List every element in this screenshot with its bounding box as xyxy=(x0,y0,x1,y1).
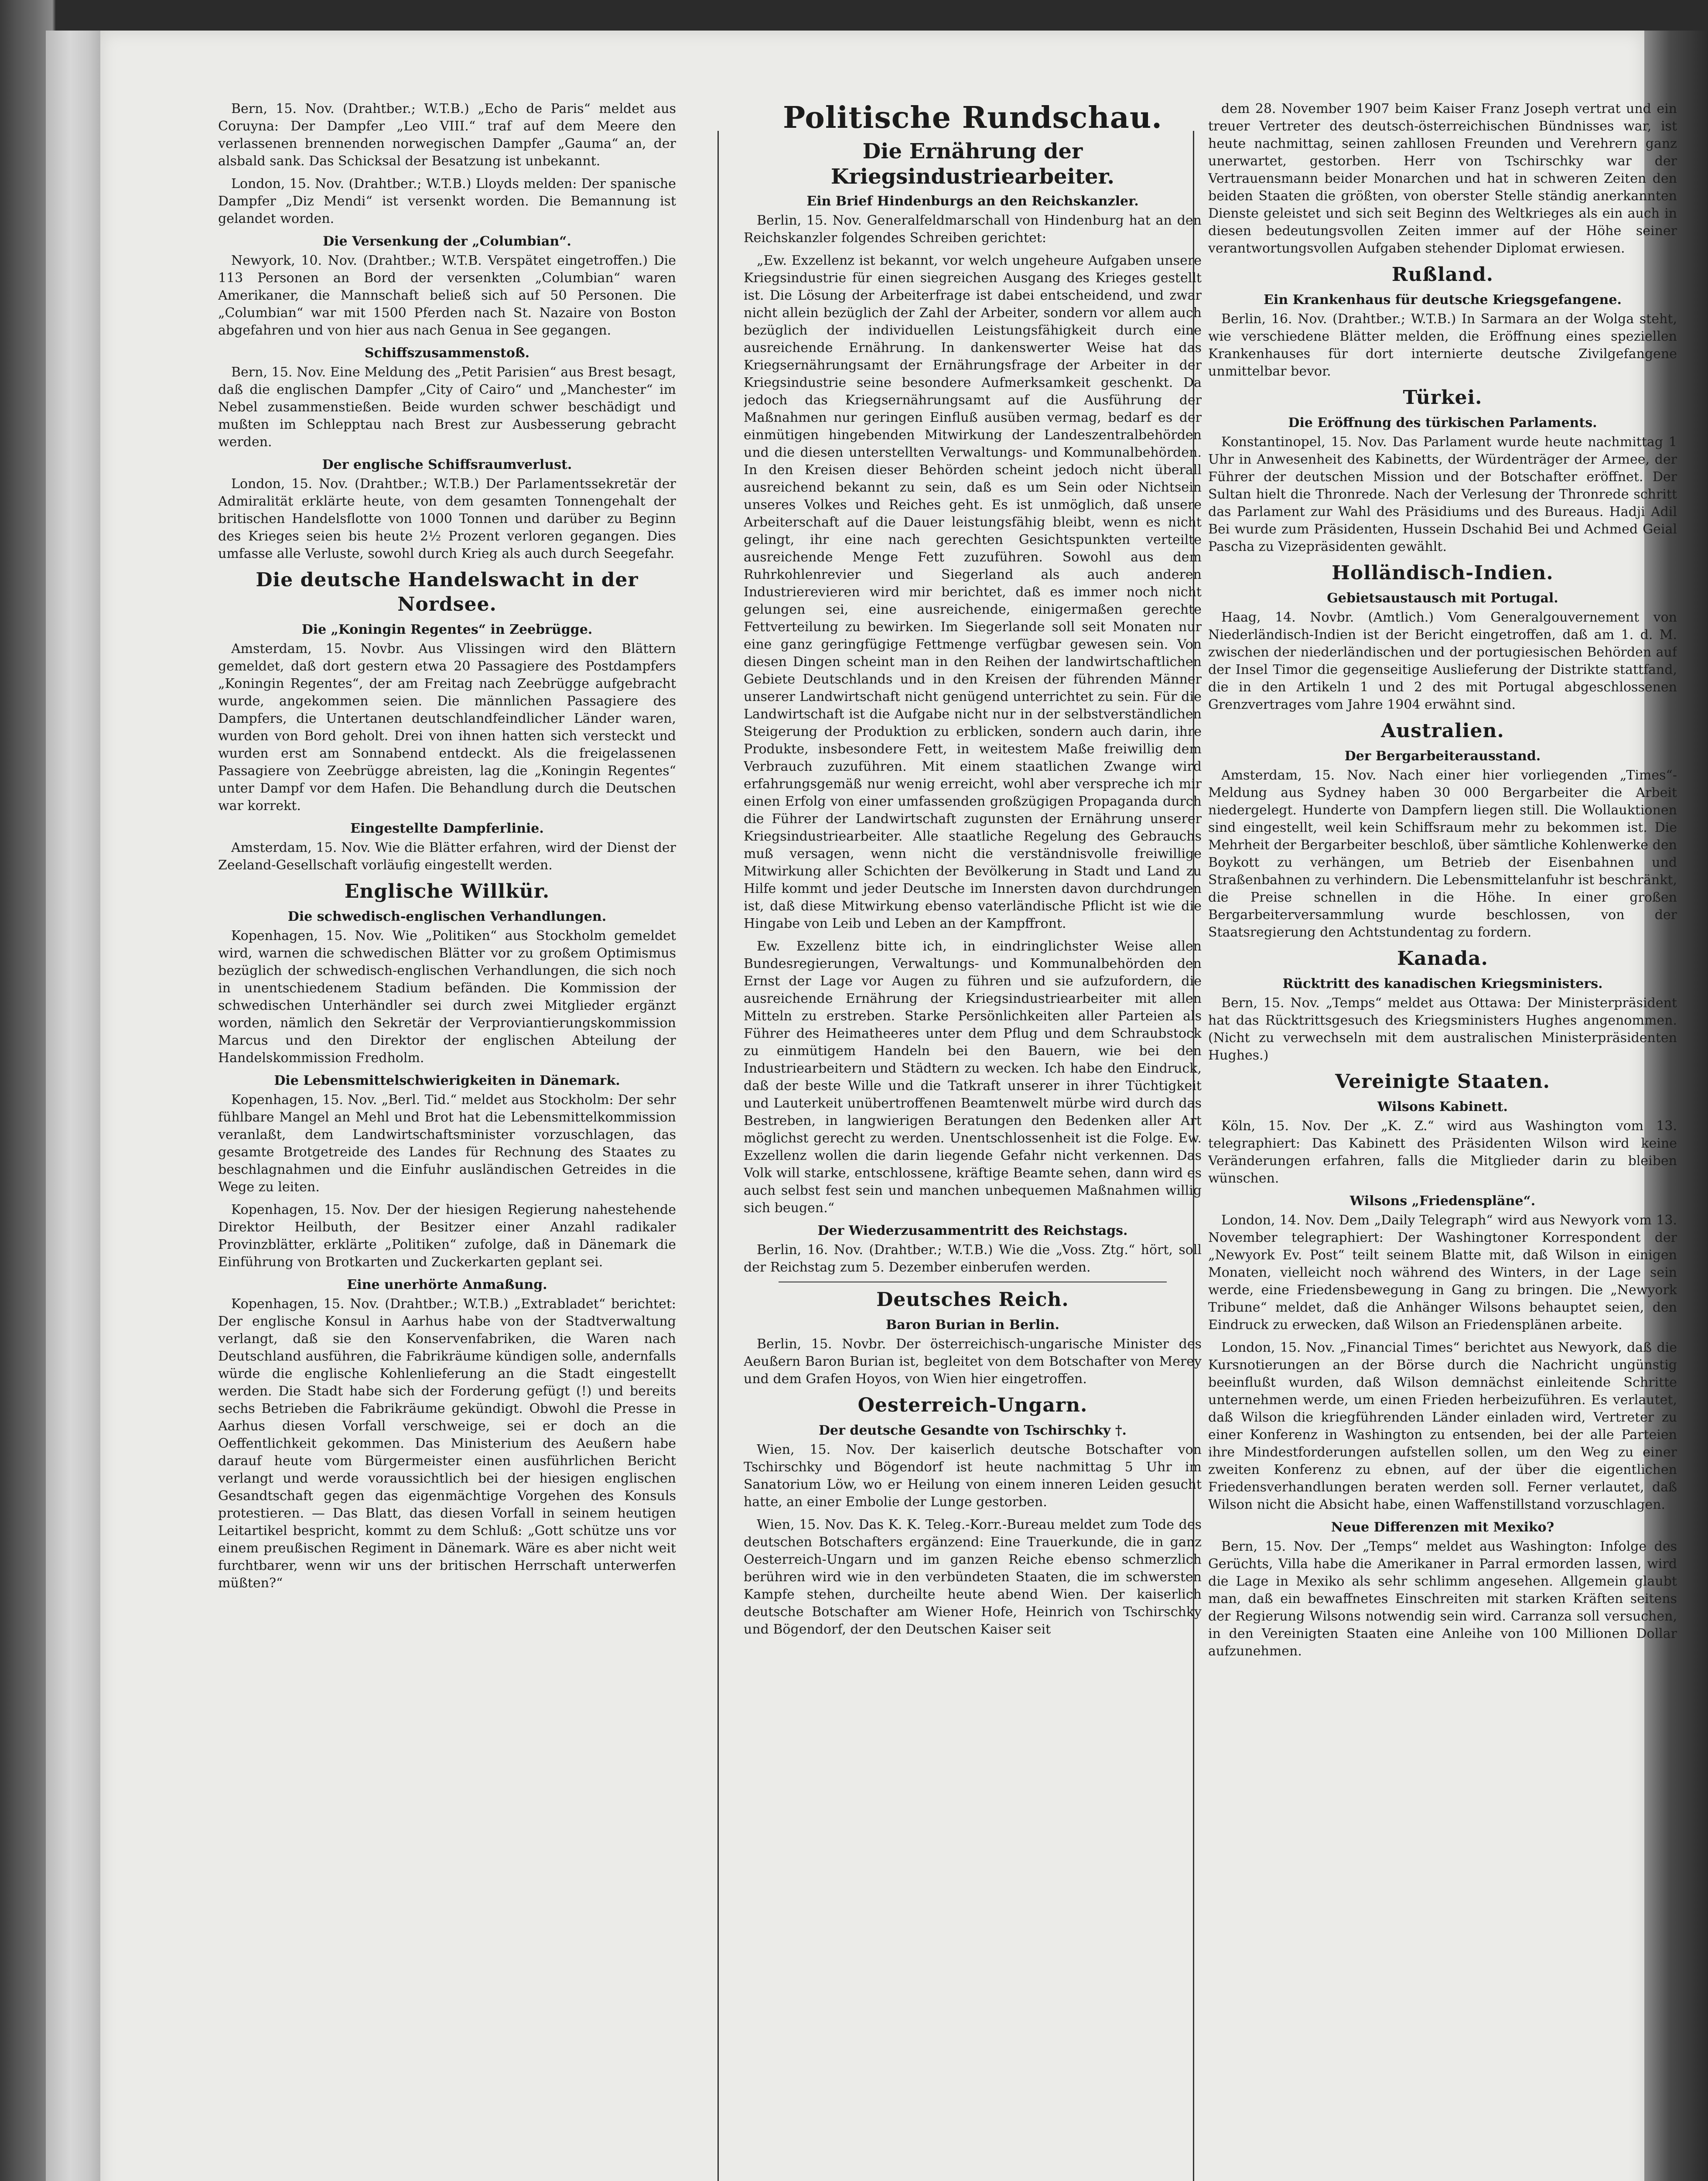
article-headline: Neue Differenzen mit Mexiko? xyxy=(1331,1520,1554,1535)
article-paragraph: London, 15. Nov. „Financial Times“ berichtet aus Newyork, daß die Kursnotierungen an der Börse durch die Nachricht ungünstig beeinflußt wurden, daß Wilson demnächst einleitende Schritte unternehmen werde, um einen Frieden herbeizuführen. Es verlautet, daß Wilson die kriegführenden Länder einladen wird, Vertreter zu einer Konferenz in Washington zu entsenden, bei der alle Parteien ihre Mindestforderungen aufstellen sollen, um den Weg zu einer zweiten Konferenz zu ebnen, auf der über die eigentlichen Friedensverhandlungen beraten werden soll. Ferner verlautet, daß Wilson nicht die Absicht habe, einen Waffenstillstand vorzuschlagen. xyxy=(1208,1340,1677,1512)
article-block xyxy=(218,475,676,563)
article-block xyxy=(1208,1538,1677,1660)
article-paragraph: Berlin, 16. Nov. (Drahtber.; W.T.B.) Wie die „Voss. Ztg.“ hört, soll der Reichstag zum 5. Dezember einberufen werden. xyxy=(744,1242,1202,1275)
article-block xyxy=(1208,1339,1677,1514)
article-block xyxy=(744,1241,1202,1276)
article-block xyxy=(1208,767,1677,941)
article-block xyxy=(218,175,676,228)
article-paragraph: Bern, 15. Nov. „Temps“ meldet aus Ottawa: Der Ministerpräsident hat das Rücktrittsgesuch des Kriegsministers Hughes angenommen. (Nicht zu verwechseln mit dem australischen Ministerpräsidenten Hughes.) xyxy=(1208,995,1677,1063)
article-headline: Wilsons „Friedenspläne“. xyxy=(1349,1193,1536,1209)
article-block xyxy=(1208,1118,1677,1187)
section-heading: Deutsches Reich. xyxy=(876,1289,1069,1311)
article-block xyxy=(744,212,1202,247)
article-paragraph: Bern, 15. Nov. Der „Temps“ meldet aus Washington: Infolge des Gerüchts, Villa habe die Amerikaner in Parral ermorden lassen, wird die Lage in Mexiko als sehr schlimm angesehen. Allgemein glaubt man, daß ein bewaffnetes Einschreiten mit starken Kräften seitens der Regierung Wilsons notwendig sein wird. Carranza soll versuchen, in den Vereinigten Staaten eine Anleihe von 100 Millionen Dollar aufzunehmen. xyxy=(1208,1539,1677,1659)
main-headline: Die Ernährung der Kriegsindustriearbeiter. xyxy=(830,139,1115,189)
section-heading: Kanada. xyxy=(1397,947,1488,970)
article-paragraph: Amsterdam, 15. Nov. Nach einer hier vorliegenden „Times“-Meldung aus Sydney haben 30 000 Bergarbeiter die Arbeit niedergelegt. Hunderte von Dampfern liegen still. Die Wollauktionen sind eingestellt, weil kein Schiffsraum mehr zu bekommen ist. Die Mehrheit der Bergarbeiter beschloß, über sämtliche Kohlenwerke den Boykott zu verhängen, um Betrieb der Eisenbahnen und Straßenbahnen zu verhindern. Die Lebensmittelanfuhr ist beschränkt, die Preise schnellen in die Höhe. In einer großen Bergarbeiterversammlung wurde beschlossen, von der Staatsregierung den Achtstundentag zu fordern. xyxy=(1208,768,1677,940)
article-block xyxy=(744,252,1202,933)
article-paragraph: Newyork, 10. Nov. (Drahtber.; W.T.B. Verspätet eingetroffen.) Die 113 Personen an Bord der versenkten „Columbian“ waren Amerikaner, die Mannschaft beließ sich auf 50 Personen. Die „Columbian“ war mit 1500 Pferden nach St. Nazaire von Boston abgefahren und von hier aus nach Genua in See gegangen. xyxy=(218,253,676,338)
section-heading: Türkei. xyxy=(1403,386,1483,409)
article-paragraph: Amsterdam, 15. Nov. Wie die Blätter erfahren, wird der Dienst der Zeeland-Gesellschaft vorläufig eingestellt werden. xyxy=(218,840,676,873)
article-paragraph: Kopenhagen, 15. Nov. „Berl. Tid.“ meldet aus Stockholm: Der sehr fühlbare Mangel an Mehl und Brot hat die Lebensmittelkommission veranlaßt, dem Landwirtschaftsminister vorzuschlagen, das gesamte Brotgetreide des Landes für Rechnung des Staates zu beschlagnahmen und die Einfuhr ausländischen Getreides in die Wege zu leiten. xyxy=(218,1092,676,1195)
article-paragraph: Bern, 15. Nov. (Drahtber.; W.T.B.) „Echo de Paris“ meldet aus Coruyna: Der Dampfer „Leo VIII.“ traf auf dem Meere den verlassenen brennenden norwegischen Dampfer „Gauma“ an, der alsbald sank. Das Schicksal der Besatzung ist unbekannt. xyxy=(218,101,676,169)
article-paragraph: Amsterdam, 15. Novbr. Aus Vlissingen wird den Blättern gemeldet, daß dort gestern etwa 20 Passagiere des Postdampfers „Koningin Regentes“, der am Freitag nach Zeebrügge aufgebracht wurde, angekommen seien. Die männlichen Passagiere des Dampfers, die Untertanen deutschlandfeindlicher Länder waren, wurden von Bord geholt. Drei von ihnen hatten sich versteckt und wurden erst am Sonnabend entdeckt. Als die freigelassenen Passagiere von Zeebrügge abreisten, lag die „Koningin Regentes“ unter Dampf vor dem Hafen. Die Behandlung durch die Deutschen war korrekt. xyxy=(218,641,676,814)
article-paragraph: London, 15. Nov. (Drahtber.; W.T.B.) Lloyds melden: Der spanische Dampfer „Diz Mendi“ ist versenkt worden. Die Bemannung ist gelandet worden. xyxy=(218,176,676,226)
section-heading: Australien. xyxy=(1381,720,1504,742)
article-headline: Baron Burian in Berlin. xyxy=(886,1317,1059,1333)
section-heading: Englische Willkür. xyxy=(344,880,550,902)
article-block xyxy=(1208,311,1677,380)
article-block xyxy=(218,1201,676,1271)
article-paragraph: Konstantinopel, 15. Nov. Das Parlament wurde heute nachmittag 1 Uhr in Anwesenheit des Kabinetts, der Würdenträger der Armee, der Führer der deutschen Mission und der Botschafter eröffnet. Der Sultan hielt die Thronrede. Nach der Verlesung der Thronrede schritt das Parlament zur Wahl des Präsidiums und des Bureaus. Hadji Adil Bei wurde zum Präsidenten, Hussein Dschahid Bei und Achmed Geial Pascha zu Vizepräsidenten gewählt. xyxy=(1208,434,1677,554)
article-block xyxy=(218,640,676,815)
column-rule xyxy=(717,131,719,2181)
article-block xyxy=(1208,1212,1677,1334)
article-block xyxy=(744,1441,1202,1511)
article-block xyxy=(218,100,676,170)
section-heading: Holländisch-Indien. xyxy=(1332,562,1554,584)
article-paragraph: London, 15. Nov. (Drahtber.; W.T.B.) Der Parlamentssekretär der Admiralität erklärte heute, von dem gesamten Tonnengehalt der britischen Handelsflotte von 1000 Tonnen und darüber zu Beginn des Krieges seien bis heute 2½ Prozent verloren gegangen. Dies umfasse alle Verluste, sowohl durch Krieg als auch durch Seegefahr. xyxy=(218,476,676,561)
article-headline: Die „Koningin Regentes“ in Zeebrügge. xyxy=(301,622,593,637)
article-block xyxy=(218,927,676,1067)
section-heading: Rußland. xyxy=(1391,263,1494,286)
article-headline: Schiffszusammenstoß. xyxy=(364,345,530,361)
article-block xyxy=(218,839,676,874)
article-paragraph: Haag, 14. Novbr. (Amtlich.) Vom Generalgouvernement von Niederländisch-Indien ist der Bericht eingetroffen, daß am 1. d. M. zwischen der niederländischen und der portugiesischen Behörden auf der Insel Timor die gegenseitige Auslieferung der Distrikte stattfand, die in den Artikeln 1 und 2 des mit Portugal abgeschlossenen Grenzvertrages vom Jahre 1904 erwähnt sind. xyxy=(1208,610,1677,712)
article-headline: Die Eröffnung des türkischen Parlaments. xyxy=(1288,415,1597,431)
article-block xyxy=(218,364,676,451)
article-paragraph: Berlin, 16. Nov. (Drahtber.; W.T.B.) In Sarmara an der Wolga steht, wie verschiedene Blätter melden, die Eröffnung eines speziellen Krankenhauses für dort internierte deutsche Zivilgefangene unmittelbar bevor. xyxy=(1208,311,1677,379)
article-block xyxy=(1208,434,1677,556)
section-heading: Vereinigte Staaten. xyxy=(1335,1070,1550,1093)
article-block xyxy=(218,252,676,339)
article-paragraph: Köln, 15. Nov. Der „K. Z.“ wird aus Washington vom 13. telegraphiert: Das Kabinett des Präsidenten Wilson wird keine Veränderungen erfahren, falls die Mitglieder darin zu bleiben wünschen. xyxy=(1208,1118,1677,1186)
article-headline: Der englische Schiffsraumverlust. xyxy=(322,457,572,472)
article-headline: Eine unerhörte Anmaßung. xyxy=(347,1277,547,1292)
section-heading: Oesterreich-Ungarn. xyxy=(857,1394,1088,1416)
article-headline: Die Lebensmittelschwierigkeiten in Dänemark. xyxy=(274,1073,620,1088)
article-block xyxy=(1208,995,1677,1064)
article-headline: Der Wiederzusammentritt des Reichstags. xyxy=(817,1223,1128,1238)
article-headline: Gebietsaustausch mit Portugal. xyxy=(1327,591,1558,606)
column-middle xyxy=(744,100,1202,2181)
article-headline: Wilsons Kabinett. xyxy=(1377,1099,1508,1114)
article-paragraph: London, 14. Nov. Dem „Daily Telegraph“ wird aus Newyork vom 13. November telegraphiert: Der Washingtoner Korrespondent der „Newyork Ev. Post“ teilt seinem Blatte mit, daß Wilson in einigen Monaten, vielleicht noch während des Winters, in der Lage sein werde, eine Friedensbewegung in Gang zu bringen. Die „Newyork Tribune“ meldet, daß die Anhänger Wilsons behauptet seien, den Eindruck zu erwecken, daß Wilson an Friedensplänen arbeite. xyxy=(1208,1213,1677,1333)
article-block xyxy=(744,938,1202,1217)
article-headline: Ein Krankenhaus für deutsche Kriegsgefangene. xyxy=(1264,292,1622,308)
article-block xyxy=(1208,100,1677,257)
article-paragraph: Kopenhagen, 15. Nov. Wie „Politiken“ aus Stockholm gemeldet wird, warnen die schwedischen Blätter vor zu großem Optimismus bezüglich der schwedisch-englischen Verhandlungen, die sich noch in unentschiedenem Stadium befänden. Die Kommission der schwedischen Unterhändler sei durch zwei Mitglieder ergänzt worden, nämlich den Sekretär der Verproviantierungskommission Marcus und den Direktor der englischen Abteilung der Handelskommission Fredholm. xyxy=(218,928,676,1066)
article-block xyxy=(218,1091,676,1196)
article-paragraph: Kopenhagen, 15. Nov. (Drahtber.; W.T.B.) „Extrabladet“ berichtet: Der englische Konsul in Aarhus habe von der Stadtverwaltung verlangt, daß sie den Konservenfabriken, die Waren nach Deutschland ausführen, die Fabrikräume kündigen solle, andernfalls würde die englische Kohlenlieferung an die Stadt eingestellt werden. Die Stadt habe sich der Forderung gefügt (!) und bereits sechs Betrieben die Fabrikräume gekündigt. Obwohl die Presse in Aarhus diesen Vorfall verschweige, sei er doch an die Oeffentlichkeit gekommen. Das Ministerium des Aeußern habe darauf heute vom Bürgermeister einen ausführlichen Bericht verlangt und werde voraussichtlich bei der hiesigen englischen Gesandtschaft gegen das eigenmächtige Vorgehen des Konsuls protestieren. — Das Blatt, das diesen Vorfall in seinem heutigen Leitartikel bespricht, kommt zu dem Schluß: „Gott schütze uns vor einem preußischen Regiment in Dänemark. Wäre es aber nicht weit furchtbarer, wenn wir uns der britischen Herrschaft unterwerfen müßten?“ xyxy=(218,1296,676,1591)
article-headline: Eingestellte Dampferlinie. xyxy=(350,821,544,836)
article-block xyxy=(218,1296,676,1592)
article-paragraph: Wien, 15. Nov. Das K. K. Teleg.-Korr.-Bureau meldet zum Tode des deutschen Botschafters ergänzend: Eine Trauerkunde, die in ganz Oesterreich-Ungarn und im ganzen Reiche ebenso schmerzlich berühren wird wie in den verbündeten Staaten, die im schwersten Kampfe stehen, durcheilte heute abend Wien. Der kaiserlich deutsche Botschafter am Wiener Hofe, Heinrich von Tschirschky und Bögendorf, der den Deutschen Kaiser seit xyxy=(744,1517,1202,1637)
article-paragraph: Kopenhagen, 15. Nov. Der der hiesigen Regierung nahestehende Direktor Heilbuth, der Besitzer einer Anzahl radikaler Provinzblätter, erklärte „Politiken“ zufolge, daß in Dänemark die Einführung von Brotkarten und Zuckerkarten geplant sei. xyxy=(218,1202,676,1270)
article-paragraph: Ew. Exzellenz bitte ich, in eindringlichster Weise allen Bundesregierungen, Verwaltungs- und Kommunalbehörden den Ernst der Lage vor Augen zu führen und sie aufzufordern, die ausreichende Ernährung der Kriegsindustriearbeiter mit allen Mitteln zu erstreben. Starke Persönlichkeiten aller Parteien als Führer des Heimatheeres unter dem Pflug und dem Schraubstock zu einmütigem Handeln bei den Bauern, wie bei den Industriearbeitern und Städtern zu wecken. Ich habe den Eindruck, daß der beste Wille und die Tatkraft unserer in ihrer Tüchtigkeit und Lauterkeit unübertroffenen Beamtenwelt mürbe wird durch das Bestreben, in langwierigen Beratungen den Bedenken aller Art möglichst gerecht zu werden. Unentschlossenheit ist die Folge. Ew. Exzellenz wollen die darin liegende Gefahr nicht verkennen. Das Volk will starke, entschlossene, kräftige Beamte sehen, dann wird es auch selbst fest sein und manchen unbequemen Maßnahmen willig sich beugen.“ xyxy=(744,939,1202,1216)
column-right xyxy=(1208,100,1677,2181)
article-headline: Rücktritt des kanadischen Kriegsministers. xyxy=(1282,976,1603,991)
section-heading: Die deutsche Handelswacht in der Nordsee. xyxy=(256,569,639,615)
article-block xyxy=(744,1516,1202,1638)
article-headline: Ein Brief Hindenburgs an den Reichskanzler. xyxy=(806,194,1139,209)
article-paragraph: „Ew. Exzellenz ist bekannt, vor welch ungeheure Aufgaben unsere Kriegsindustrie für einen siegreichen Ausgang des Krieges gestellt ist. Die Lösung der Arbeiterfrage ist dabei entscheidend, und zwar nicht allein bezüglich der Zahl der Arbeiter, sondern vor allem auch bezüglich der individuellen Leistungsfähigkeit durch eine ausreichende Ernährung. In dankenswerter Weise hat das Kriegsernährungsamt der Ernährungsfrage der Arbeiter in der Kriegsindustrie seine besondere Aufmerksamkeit geschenkt. Da jedoch das Kriegsernährungsamt auf die Ausführung der Maßnahmen nur geringen Einfluß ausüben vermag, bedarf es der einmütigen hingebenden Mitwirkung der Landeszentralbehörden und die diesen unterstellten Verwaltungs- und Kommunalbehörden. In den Kreisen dieser Behörden scheint jedoch nicht überall ausreichend bekannt zu sein, daß es um Sein oder Nichtsein unseres Volkes und Reiches geht. Es ist unmöglich, daß unsere Arbeiterschaft auf die Dauer leistungsfähig bleibt, wenn es nicht gelingt, ihr eine nach gerechten Gesichtspunkten verteilte ausreichende Menge Fett zuzuführen. Sowohl aus dem Ruhrkohlenrevier und Siegerland als auch anderen Industrierevieren wird mir berichtet, daß es immer noch nicht gelungen sei, eine ausreichende, einigermaßen gerechte Fettverteilung zu bewirken. Im Siegerlande soll seit Monaten nur eine ganz geringfügige Fettmenge verfügbar gewesen sein. Von diesen Dingen scheint man in den Reihen der landwirtschaftlichen Gebiete Deutschlands und in den Kreisen der führenden Männer unserer Landwirtschaft nicht genügend unterrichtet zu sein. Für die Landwirtschaft ist die Aufgabe nicht nur in der selbstverständlichen Steigerung der Produktion zu erblicken, sondern auch darin, ihre Produkte, insbesondere Fett, in weitestem Maße freiwillig dem Verbrauch zuzuführen. Mit einem staatlichen Zwange wird erfahrungsgemäß nur wenig erreicht, wohl aber verspreche ich mir einen Erfolg von einer umfassenden großzügigen Propaganda durch die Führer der Landwirtschaft zugunsten der Ernährung unserer Kriegsindustriearbeiter. Alle staatliche Regelung des Gebrauchs muß versagen, wenn nicht die verständnisvolle freiwillige Mitwirkung aller Schichten der Bevölkerung in Stadt und Land zu Hilfe kommt und jeder Deutsche im Innersten davon durchdrungen ist, daß diese Mitwirkung ebenso vaterländische Pflicht ist wie die Hingabe von Leib und Leben an der Kampffront. xyxy=(744,253,1202,931)
column-left xyxy=(218,100,676,2181)
rubric-title: Politische Rundschau. xyxy=(783,100,1162,135)
article-paragraph: Berlin, 15. Novbr. Der österreichisch-ungarische Minister des Aeußern Baron Burian ist, begleitet von dem Botschafter von Merey und dem Grafen Hoyos, von Wien hier eingetroffen. xyxy=(744,1337,1202,1387)
article-paragraph: Bern, 15. Nov. Eine Meldung des „Petit Parisien“ aus Brest besagt, daß die englischen Dampfer „City of Cairo“ und „Manchester“ im Nebel zusammenstießen. Beide wurden schwer beschädigt und mußten im Schlepptau nach Brest zur Ausbesserung gebracht werden. xyxy=(218,365,676,450)
book-binding xyxy=(46,31,107,2181)
article-headline: Der Bergarbeiterausstand. xyxy=(1344,749,1541,764)
article-headline: Die schwedisch-englischen Verhandlungen. xyxy=(287,909,607,924)
article-paragraph: Wien, 15. Nov. Der kaiserlich deutsche Botschafter von Tschirschky und Bögendorf ist heute nachmittag 5 Uhr im Sanatorium Löw, wo er Heilung von einem inneren Leiden gesucht hatte, an einer Embolie der Lunge gestorben. xyxy=(744,1442,1202,1510)
article-block xyxy=(1208,609,1677,714)
article-paragraph: Berlin, 15. Nov. Generalfeldmarschall von Hindenburg hat an den Reichskanzler folgendes Schreiben gerichtet: xyxy=(744,213,1202,246)
article-headline: Der deutsche Gesandte von Tschirschky †. xyxy=(819,1423,1127,1438)
article-headline: Die Versenkung der „Columbian“. xyxy=(323,234,571,249)
article-block xyxy=(744,1336,1202,1388)
article-paragraph: dem 28. November 1907 beim Kaiser Franz Joseph vertrat und ein treuer Vertreter des deutsch-österreichischen Bündnisses war, ist heute nachmittag, seinen zahllosen Freunden und Verehrern ganz unerwartet, gestorben. Herr von Tschirschky war der Vertrauensmann beider Monarchen und hat in schweren Zeiten den beiden Staaten die größten, von oberster Stelle ständig anerkannten Dienste geleistet und sich seit Beginn des Weltkrieges als ein auch in diesen bedeutungsvollen Zeiten immer auf der Höhe seiner verantwortungsvollen Aufgaben stehender Diplomat erwiesen. xyxy=(1208,101,1677,256)
